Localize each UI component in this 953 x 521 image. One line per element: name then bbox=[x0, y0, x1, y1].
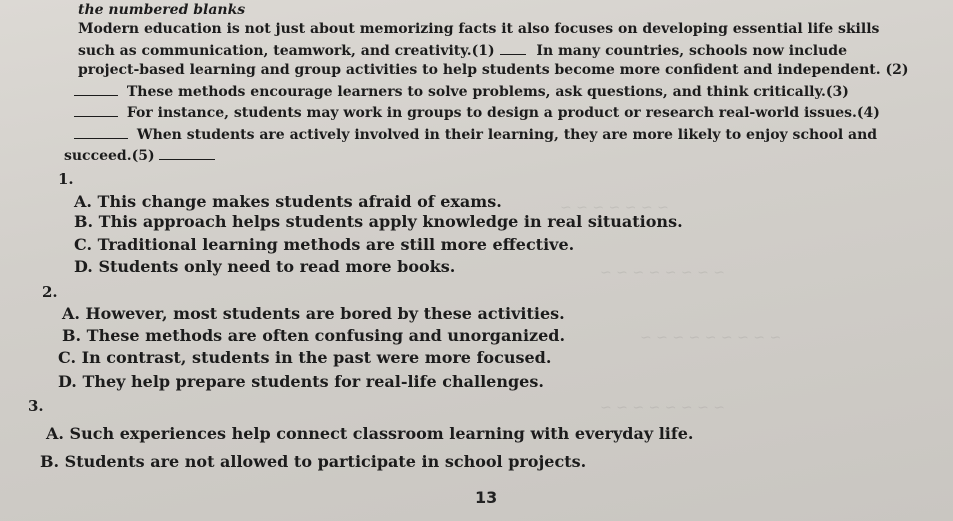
passage-line-5 bbox=[74, 102, 923, 124]
question-1-option-a[interactable]: A. This change makes students afraid of exams. bbox=[74, 192, 502, 211]
passage-text: For instance, students may work in groups to design a product or research real-world issues.(4) bbox=[126, 105, 880, 121]
question-number-2: 2. bbox=[42, 283, 58, 301]
show-through-texture: ~ ~ ~ ~ ~ ~ ~ ~ bbox=[600, 265, 725, 281]
section-heading: the numbered blanks bbox=[78, 2, 246, 18]
question-3-option-a[interactable]: A. Such experiences help connect classroom learning with everyday life. bbox=[46, 424, 694, 443]
page-number: 13 bbox=[475, 488, 498, 507]
question-number-3: 3. bbox=[28, 397, 44, 415]
answer-blank-4[interactable] bbox=[74, 124, 128, 139]
passage-paragraph bbox=[64, 20, 923, 167]
question-number-1: 1. bbox=[58, 170, 74, 188]
passage-text: project-based learning and group activities to help students become more confident and independent. (2) bbox=[78, 62, 909, 78]
question-1-option-d[interactable]: D. Students only need to read more books. bbox=[74, 257, 456, 276]
show-through-texture: ~ ~ ~ ~ ~ ~ ~ ~ bbox=[600, 400, 725, 416]
question-2-option-b[interactable]: B. These methods are often confusing and unorganized. bbox=[62, 326, 566, 345]
show-through-texture: ~ ~ ~ ~ ~ ~ ~ bbox=[560, 200, 669, 216]
passage-line-4 bbox=[74, 81, 923, 103]
passage-line-6 bbox=[74, 124, 923, 146]
answer-blank-1[interactable] bbox=[500, 40, 526, 55]
passage-text: such as communication, teamwork, and creativity.(1) bbox=[78, 42, 495, 59]
question-1-option-c[interactable]: C. Traditional learning methods are still more effective. bbox=[74, 235, 575, 254]
question-3-option-b[interactable]: B. Students are not allowed to participate in school projects. bbox=[40, 452, 587, 471]
passage-text: Modern education is not just about memorizing facts it also focuses on developing essential life skills bbox=[78, 21, 880, 37]
answer-blank-2[interactable] bbox=[74, 81, 118, 96]
passage-line-1 bbox=[78, 20, 923, 40]
passage-text: succeed.(5) bbox=[64, 148, 155, 164]
passage-line-3 bbox=[78, 61, 923, 81]
question-2-option-d[interactable]: D. They help prepare students for real-life challenges. bbox=[58, 372, 544, 391]
passage-text: In many countries, schools now include bbox=[536, 42, 847, 59]
answer-blank-5[interactable] bbox=[159, 145, 215, 160]
question-2-option-c[interactable]: C. In contrast, students in the past were more focused. bbox=[58, 348, 552, 367]
passage-line-2 bbox=[78, 40, 923, 62]
question-2-option-a[interactable]: A. However, most students are bored by these activities. bbox=[62, 304, 565, 323]
question-1-option-b[interactable]: B. This approach helps students apply knowledge in real situations. bbox=[74, 212, 683, 231]
show-through-texture: ~ ~ ~ ~ ~ ~ ~ ~ ~ bbox=[640, 330, 782, 346]
passage-text: These methods encourage learners to solve problems, ask questions, and think critically.(3) bbox=[126, 83, 849, 100]
passage-text: When students are actively involved in their learning, they are more likely to enjoy school and bbox=[136, 126, 878, 143]
passage-line-7 bbox=[64, 145, 923, 167]
answer-blank-3[interactable] bbox=[74, 102, 118, 117]
